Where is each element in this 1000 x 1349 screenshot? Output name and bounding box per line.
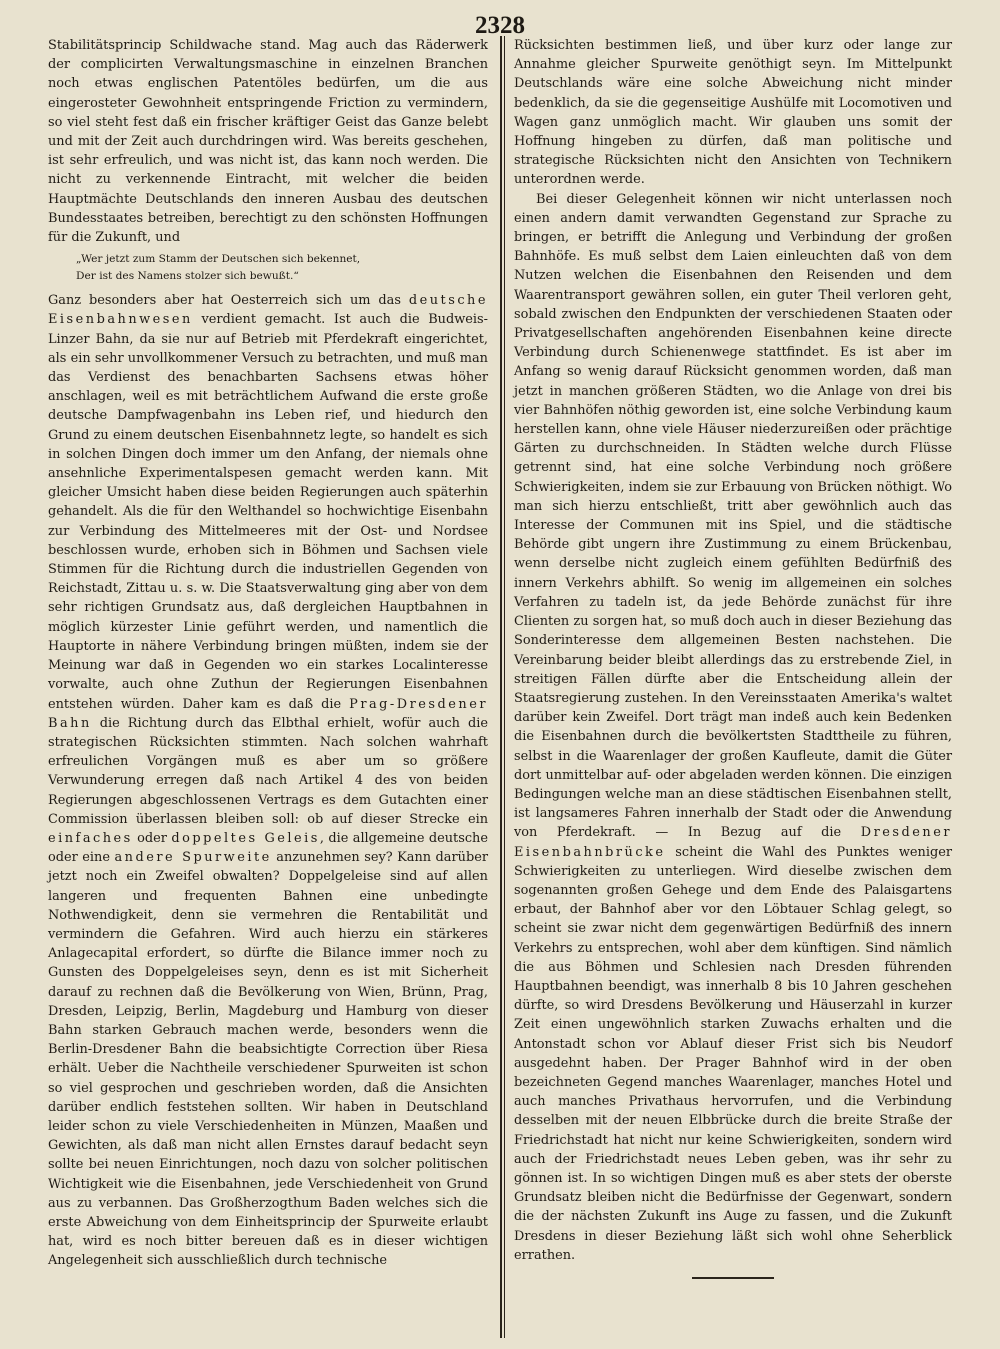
emphasis-prag-dresdener-bahn: Prag-Dresdener Bahn (48, 696, 488, 731)
emphasis-andere-spurweite: andere Spurweite (114, 850, 272, 866)
left-paragraph-2-text: anzunehmen sey? Kann darüber jetzt noch ein Zweifel obwalten? Doppelgeleise sind auf allen langeren und frequenten Bahnen eine unbedingte Nothwendigkeit, denn sie vermehren die Rentabilität und vermindern die Gefahren. Wird auch hierzu ein stärkeres Anlagecapital erfordert, so dürfte die Bilance immer noch zu Gunsten des Doppelgeleises seyn, denn es ist mit Sicherheit darauf zu rechnen daß die Bevölkerung von Wien, Brünn, Prag, Dresden, Leipzig, Berlin, Magdeburg und Hamburg von dieser Bahn starken Gebrauch machen werde, besonders wenn die Berlin-Dresdener Bahn die beabsichtigte Correction über Riesa erhält. Ueber die Nachtheile verschiedener Spurweiten ist schon so viel gesprochen und geschrieben worden, daß die Ansichten darüber endlich feststehen sollten. Wir haben in Deutschland leider schon zu viele Verschiedenheiten in Münzen, Maaßen und Gewichten, als daß man nicht allen Ernstes darauf bedacht seyn sollte bei neuen Einrichtungen, noch dazu von solcher politischen Wichtigkeit wie die Eisenbahnen, jede Verschiedenheit von Grund aus zu verbannen. Das Großherzogthum Baden welches sich die erste Abweichung von dem Einheitsprincip der Spurweite erlaubt hat, wird es noch bitter bereuen daß es in dieser wichtigen Angelegenheit sich ausschließlich durch technische (48, 850, 488, 1269)
left-paragraph-2 (48, 291, 488, 1270)
article-end-rule (692, 1277, 774, 1279)
emphasis-eisenbahnwesen: deutsche Eisenbahnwesen (48, 293, 488, 328)
emphasis-einfaches: einfaches (48, 830, 133, 846)
column-divider (500, 36, 502, 1338)
right-paragraph-1: Rücksichten bestimmen ließ, und über kurz oder lange zur Annahme gleicher Spurweite genöthigt seyn. Im Mittelpunkt Deutschlands wäre eine solche Abweichung nicht minder bedenklich, da sie die gegenseitige Aushülfe mit Locomotiven und Wagen ganz unmöglich macht. Wir glauben uns somit der Hoffnung hingeben zu dürfen, daß man politische und strategische Rücksichten nicht den Ansichten von Technikern unterordnen werde. (514, 38, 952, 188)
right-column (514, 36, 952, 1279)
verse-quote-line-1: „Wer jetzt zum Stamm der Deutschen sich bekennet, (76, 253, 361, 266)
left-paragraph-1: Stabilitätsprincip Schildwache stand. Mag auch das Räderwerk der complicirten Verwaltungsmaschine in einzelnen Branchen noch etwas englischen Patentöles bedürfen, um die aus eingerosteter Gewohnheit entspringende Friction zu vermindern, so viel steht fest daß ein frischer kräftiger Geist das Ganze belebt und mit der Zeit auch durchdringen wird. Was bereits geschehen, ist sehr erfreulich, und was nicht ist, das kann noch werden. Die nicht zu verkennende Eintracht, mit welcher die beiden Hauptmächte Deutschlands den inneren Ausbau des deutschen Bundesstaates betreiben, berechtigt zu den schönsten Hoffnungen für die Zukunft, und (48, 38, 488, 246)
page-number: 2328 (475, 12, 525, 39)
emphasis-doppeltes-geleis: doppeltes Geleis (171, 830, 320, 846)
verse-quote (76, 251, 488, 285)
right-paragraph-2-text: Bei dieser Gelegenheit können wir nicht unterlassen noch einen andern damit verwandten Gegenstand zur Sprache zu bringen, er betrifft die Anlegung und Verbindung der großen Bahnhöfe. Es muß selbst dem Laien einleuchten daß von dem Nutzen welchen die Eisenbahnen den Reisenden und dem Waarentransport gewähren sollen, ein guter Theil verloren geht, sobald zwischen den Endpunkten der verschiedenen Staaten oder Privatgesellschaften angehörenden Eisenbahnen keine directe Verbindung durch Schienenwege stattfindet. Es ist aber im Anfang so wenig darauf Rücksicht genommen worden, daß man jetzt in manchen größeren Städten, wo die Anlage von drei bis vier Bahnhöfen nöthig geworden ist, eine solche Verbindung kaum herstellen kann, ohne viele Häuser niederzureißen oder prächtige Gärten zu durchschneiden. In Städten welche durch Flüsse getrennt sind, hat eine solche Verbindung noch größere Schwierigkeiten, indem sie zur Erbauung von Brücken nöthigt. Wo man sich hierzu entschließt, tritt aber gewöhnlich auch das Interesse der Communen mit ins Spiel, und die städtische Behörde gibt ungern ihre Zustimmung zu einem Brückenbau, wenn derselbe nicht zugleich einem gefühlten Bedürfniß des innern Verkehrs abhilft. So wenig im allgemeinen ein solches Verfahren zu tadeln ist, da jede Behörde zunächst für ihre Clienten zu sorgen hat, so muß doch auch in dieser Beziehung das Sonderinteresse dem allgemeinen Besten nachstehen. Die Vereinbarung beider bleibt allerdings das zu erstrebende Ziel, in streitigen Fällen dürfte aber die Entscheidung allein der Staatsregierung zustehen. In den Vereinsstaaten Amerika's waltet darüber kein Zweifel. Dort trägt man indeß auch kein Bedenken die Eisenbahnen durch die bevölkertsten Stadttheile zu führen, selbst in die Waarenlager der großen Kaufleute, damit die Güter dort unmittelbar auf- oder abgeladen werden können. Die einzigen Bedingungen welche man an diese städtischen Eisenbahnen stellt, ist langsameres Fahren innerhalb der Stadt oder die Anwendung von Pferdekraft. — In Bezug auf die (514, 191, 953, 841)
left-paragraph-2-text: , die allgemeine deutsche oder eine (48, 830, 488, 866)
emphasis-dresdener-eisenbahnbruecke: Dresdener Eisenbahnbrücke (514, 825, 952, 860)
left-paragraph-2-text: die Richtung durch das Elbthal erhielt, wofür auch die strategischen Rücksichten stimmten. Nach solchen wahrhaft erfreulichen Vorgängen muß es aber um so größere Verwunderung erregen daß nach Artikel 4 des von beiden Regierungen abgeschlossenen Vertrags es dem Gutachten einer Commission überlassen bleiben soll: ob auf dieser Strecke ein (48, 715, 488, 827)
right-paragraph-2-text: scheint die Wahl des Punktes weniger Schwierigkeiten zu unterliegen. Wird dieselbe zwischen dem sogenannten großen Gehege und dem Ende des Palaisgartens erbaut, der Bahnhof aber vor den Löbtauer Schlag gelegt, so scheint sie zwar nicht dem gegenwärtigen Bedürfniß des innern Verkehrs zu entsprechen, wohl aber dem künftigen. Sind nämlich die aus Böhmen und Schlesien nach Dresden führenden Hauptbahnen beendigt, was innerhalb 8 bis 10 Jahren geschehen dürfte, so wird Dresdens Bevölkerung und Häuserzahl in kurzer Zeit einen ungewöhnlich starken Zuwachs erhalten und die Antonstadt schon vor Ablauf dieser Frist sich bis Neudorf ausgedehnt haben. Der Prager Bahnhof wird in der oben bezeichneten Gegend manches Waarenlager, manches Hotel und auch manches Privathaus hervorrufen, und die Verbindung desselben mit der neuen Elbbrücke durch die breite Straße der Friedrichstadt hat nicht nur keine Schwierigkeiten, sondern wird auch der Friedrichstadt neues Leben geben, was ihr sehr zu gönnen ist. In so wichtigen Dingen muß es aber stets der oberste Grundsatz bleiben nicht die Bedürfnisse der Gegenwart, sondern die der nächsten Zukunft ins Auge zu fassen, und die Zukunft Dresdens in dieser Beziehung läßt sich wohl ohne Seherblick errathen. (514, 844, 952, 1263)
left-column (48, 36, 488, 1271)
left-paragraph-2-text: Ganz besonders aber hat Oesterreich sich um das (48, 293, 409, 309)
left-paragraph-2-text: oder (132, 830, 172, 846)
left-paragraph-2-text: verdient gemacht. Ist auch die Budweis-Linzer Bahn, da sie nur auf Betrieb mit Pferdekraft eingerichtet, als ein sehr unvollkommener Versuch zu betrachten, und muß man das Verdienst des benachbarten Sachsens etwas höher anschlagen, weil es mit beträchtlichem Aufwand die erste große deutsche Dampfwagenbahn ins Leben rief, und hiedurch den Grund zu einem deutschen Eisenbahnnetz legte, so handelt es sich in solchen Dingen doch immer um den Anfang, der niemals ohne ansehnliche Experimentalspesen gemacht werden kann. Mit gleicher Umsicht haben diese beiden Regierungen auch späterhin gehandelt. Als die für den Welthandel so hochwichtige Eisenbahn zur Verbindung des Mittelmeeres mit der Ost- und Nordsee beschlossen wurde, erhoben sich in Böhmen und Sachsen viele Stimmen für die Richtung durch die industriellen Gegenden von Reichstadt, Zittau u. s. w. Die Staatsverwaltung ging aber von dem sehr richtigen Grundsatz aus, daß dergleichen Hauptbahnen in möglich kürzester Linie geführt werden, und namentlich die Hauptorte in nähere Verbindung bringen müßten, indem sie der Meinung war daß in Gegenden wo ein starkes Localinteresse vorwalte, auch ohne Zuthun der Regierungen Eisenbahnen entstehen würden. Daher kam es daß die (48, 312, 488, 712)
right-paragraph-2 (514, 190, 952, 1265)
verse-quote-line-2: Der ist des Namens stolzer sich bewußt.“ (76, 270, 299, 283)
